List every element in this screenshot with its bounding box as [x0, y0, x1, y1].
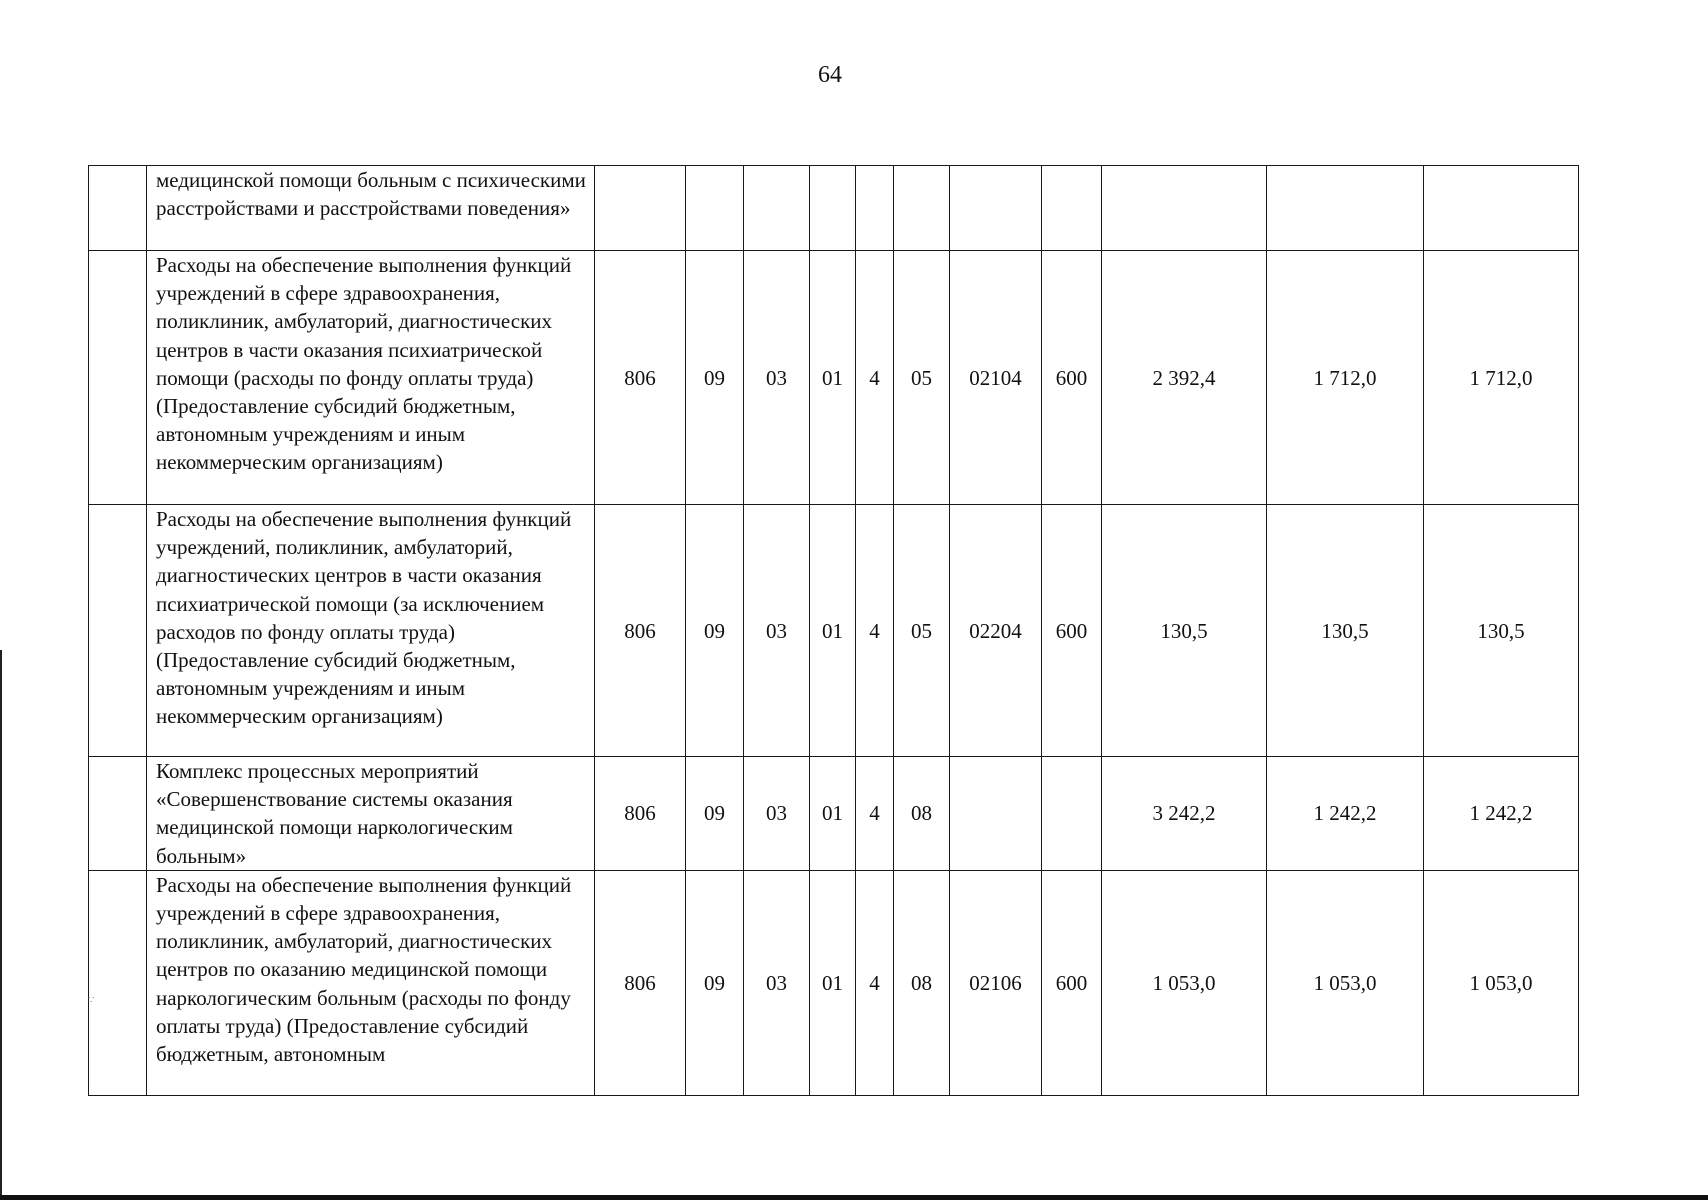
amount-cell-3: 130,5	[1424, 505, 1579, 757]
code-cell-3	[744, 166, 810, 251]
code-cell-6	[894, 166, 950, 251]
code-cell-6: 08	[894, 870, 950, 1095]
code-cell-7: 02104	[950, 251, 1042, 505]
code-cell-3: 03	[744, 505, 810, 757]
code-cell-8: 600	[1042, 870, 1102, 1095]
code-cell-7: 02106	[950, 870, 1042, 1095]
code-cell-5: 4	[856, 757, 894, 871]
code-cell-2	[686, 166, 744, 251]
code-cell-1	[595, 166, 686, 251]
scan-edge-left	[0, 650, 2, 1200]
code-cell-3: 03	[744, 870, 810, 1095]
code-cell-6: 08	[894, 757, 950, 871]
code-cell-1: 806	[595, 251, 686, 505]
budget-table	[88, 165, 1579, 1096]
amount-cell-3: 1 712,0	[1424, 251, 1579, 505]
code-cell-8: 600	[1042, 505, 1102, 757]
amount-cell-3	[1424, 166, 1579, 251]
scan-edge-bottom	[0, 1195, 1708, 1200]
row-index-cell	[89, 251, 147, 505]
table-row	[89, 251, 1579, 505]
code-cell-2: 09	[686, 870, 744, 1095]
row-description: Расходы на обеспечение выполнения функций учреждений, поликлиник, амбулаторий, диагностических центров в части оказания психиатрической помощи (за исключением расходов по фонду оплаты труда) (Предоставление субсидий бюджетным, автономным учреждениям и иным некоммерческим организациям)	[147, 505, 595, 757]
amount-cell-1: 130,5	[1102, 505, 1267, 757]
amount-cell-2: 1 242,2	[1267, 757, 1424, 871]
row-description: Расходы на обеспечение выполнения функций учреждений в сфере здравоохранения, поликлиник, амбулаторий, диагностических центров по оказанию медицинской помощи наркологическим больным (расходы по фонду оплаты труда) (Предоставление субсидий бюджетным, автономным	[147, 870, 595, 1095]
row-description: медицинской помощи больным с психическими расстройствами и расстройствами поведения»	[147, 166, 595, 251]
amount-cell-2: 1 712,0	[1267, 251, 1424, 505]
table-row	[89, 757, 1579, 871]
amount-cell-2: 130,5	[1267, 505, 1424, 757]
amount-cell-3: 1 053,0	[1424, 870, 1579, 1095]
page-number: 64	[818, 62, 842, 88]
amount-cell-2	[1267, 166, 1424, 251]
row-index-cell	[89, 505, 147, 757]
code-cell-1: 806	[595, 870, 686, 1095]
row-index-cell	[89, 757, 147, 871]
code-cell-4: 01	[810, 505, 856, 757]
amount-cell-1: 2 392,4	[1102, 251, 1267, 505]
code-cell-8	[1042, 757, 1102, 871]
code-cell-7: 02204	[950, 505, 1042, 757]
table-row	[89, 166, 1579, 251]
code-cell-1: 806	[595, 757, 686, 871]
code-cell-1: 806	[595, 505, 686, 757]
code-cell-5: 4	[856, 870, 894, 1095]
row-index-cell	[89, 166, 147, 251]
row-index-cell	[89, 870, 147, 1095]
amount-cell-1	[1102, 166, 1267, 251]
table-row	[89, 870, 1579, 1095]
code-cell-6: 05	[894, 251, 950, 505]
row-description: Комплекс процессных мероприятий «Совершенствование системы оказания медицинской помощи наркологическим больным»	[147, 757, 595, 871]
code-cell-4: 01	[810, 251, 856, 505]
code-cell-2: 09	[686, 505, 744, 757]
code-cell-6: 05	[894, 505, 950, 757]
code-cell-8: 600	[1042, 251, 1102, 505]
code-cell-5	[856, 166, 894, 251]
code-cell-7	[950, 757, 1042, 871]
code-cell-7	[950, 166, 1042, 251]
code-cell-4: 01	[810, 870, 856, 1095]
amount-cell-3: 1 242,2	[1424, 757, 1579, 871]
code-cell-3: 03	[744, 251, 810, 505]
code-cell-5: 4	[856, 505, 894, 757]
code-cell-2: 09	[686, 757, 744, 871]
amount-cell-1: 1 053,0	[1102, 870, 1267, 1095]
code-cell-4	[810, 166, 856, 251]
code-cell-4: 01	[810, 757, 856, 871]
table-row	[89, 505, 1579, 757]
amount-cell-2: 1 053,0	[1267, 870, 1424, 1095]
scan-speck: ∵	[88, 995, 95, 1006]
code-cell-2: 09	[686, 251, 744, 505]
amount-cell-1: 3 242,2	[1102, 757, 1267, 871]
code-cell-5: 4	[856, 251, 894, 505]
row-description: Расходы на обеспечение выполнения функций учреждений в сфере здравоохранения, поликлиник, амбулаторий, диагностических центров в части оказания психиатрической помощи (расходы по фонду оплаты труда) (Предоставление субсидий бюджетным, автономным учреждениям и иным некоммерческим организациям)	[147, 251, 595, 505]
code-cell-8	[1042, 166, 1102, 251]
code-cell-3: 03	[744, 757, 810, 871]
